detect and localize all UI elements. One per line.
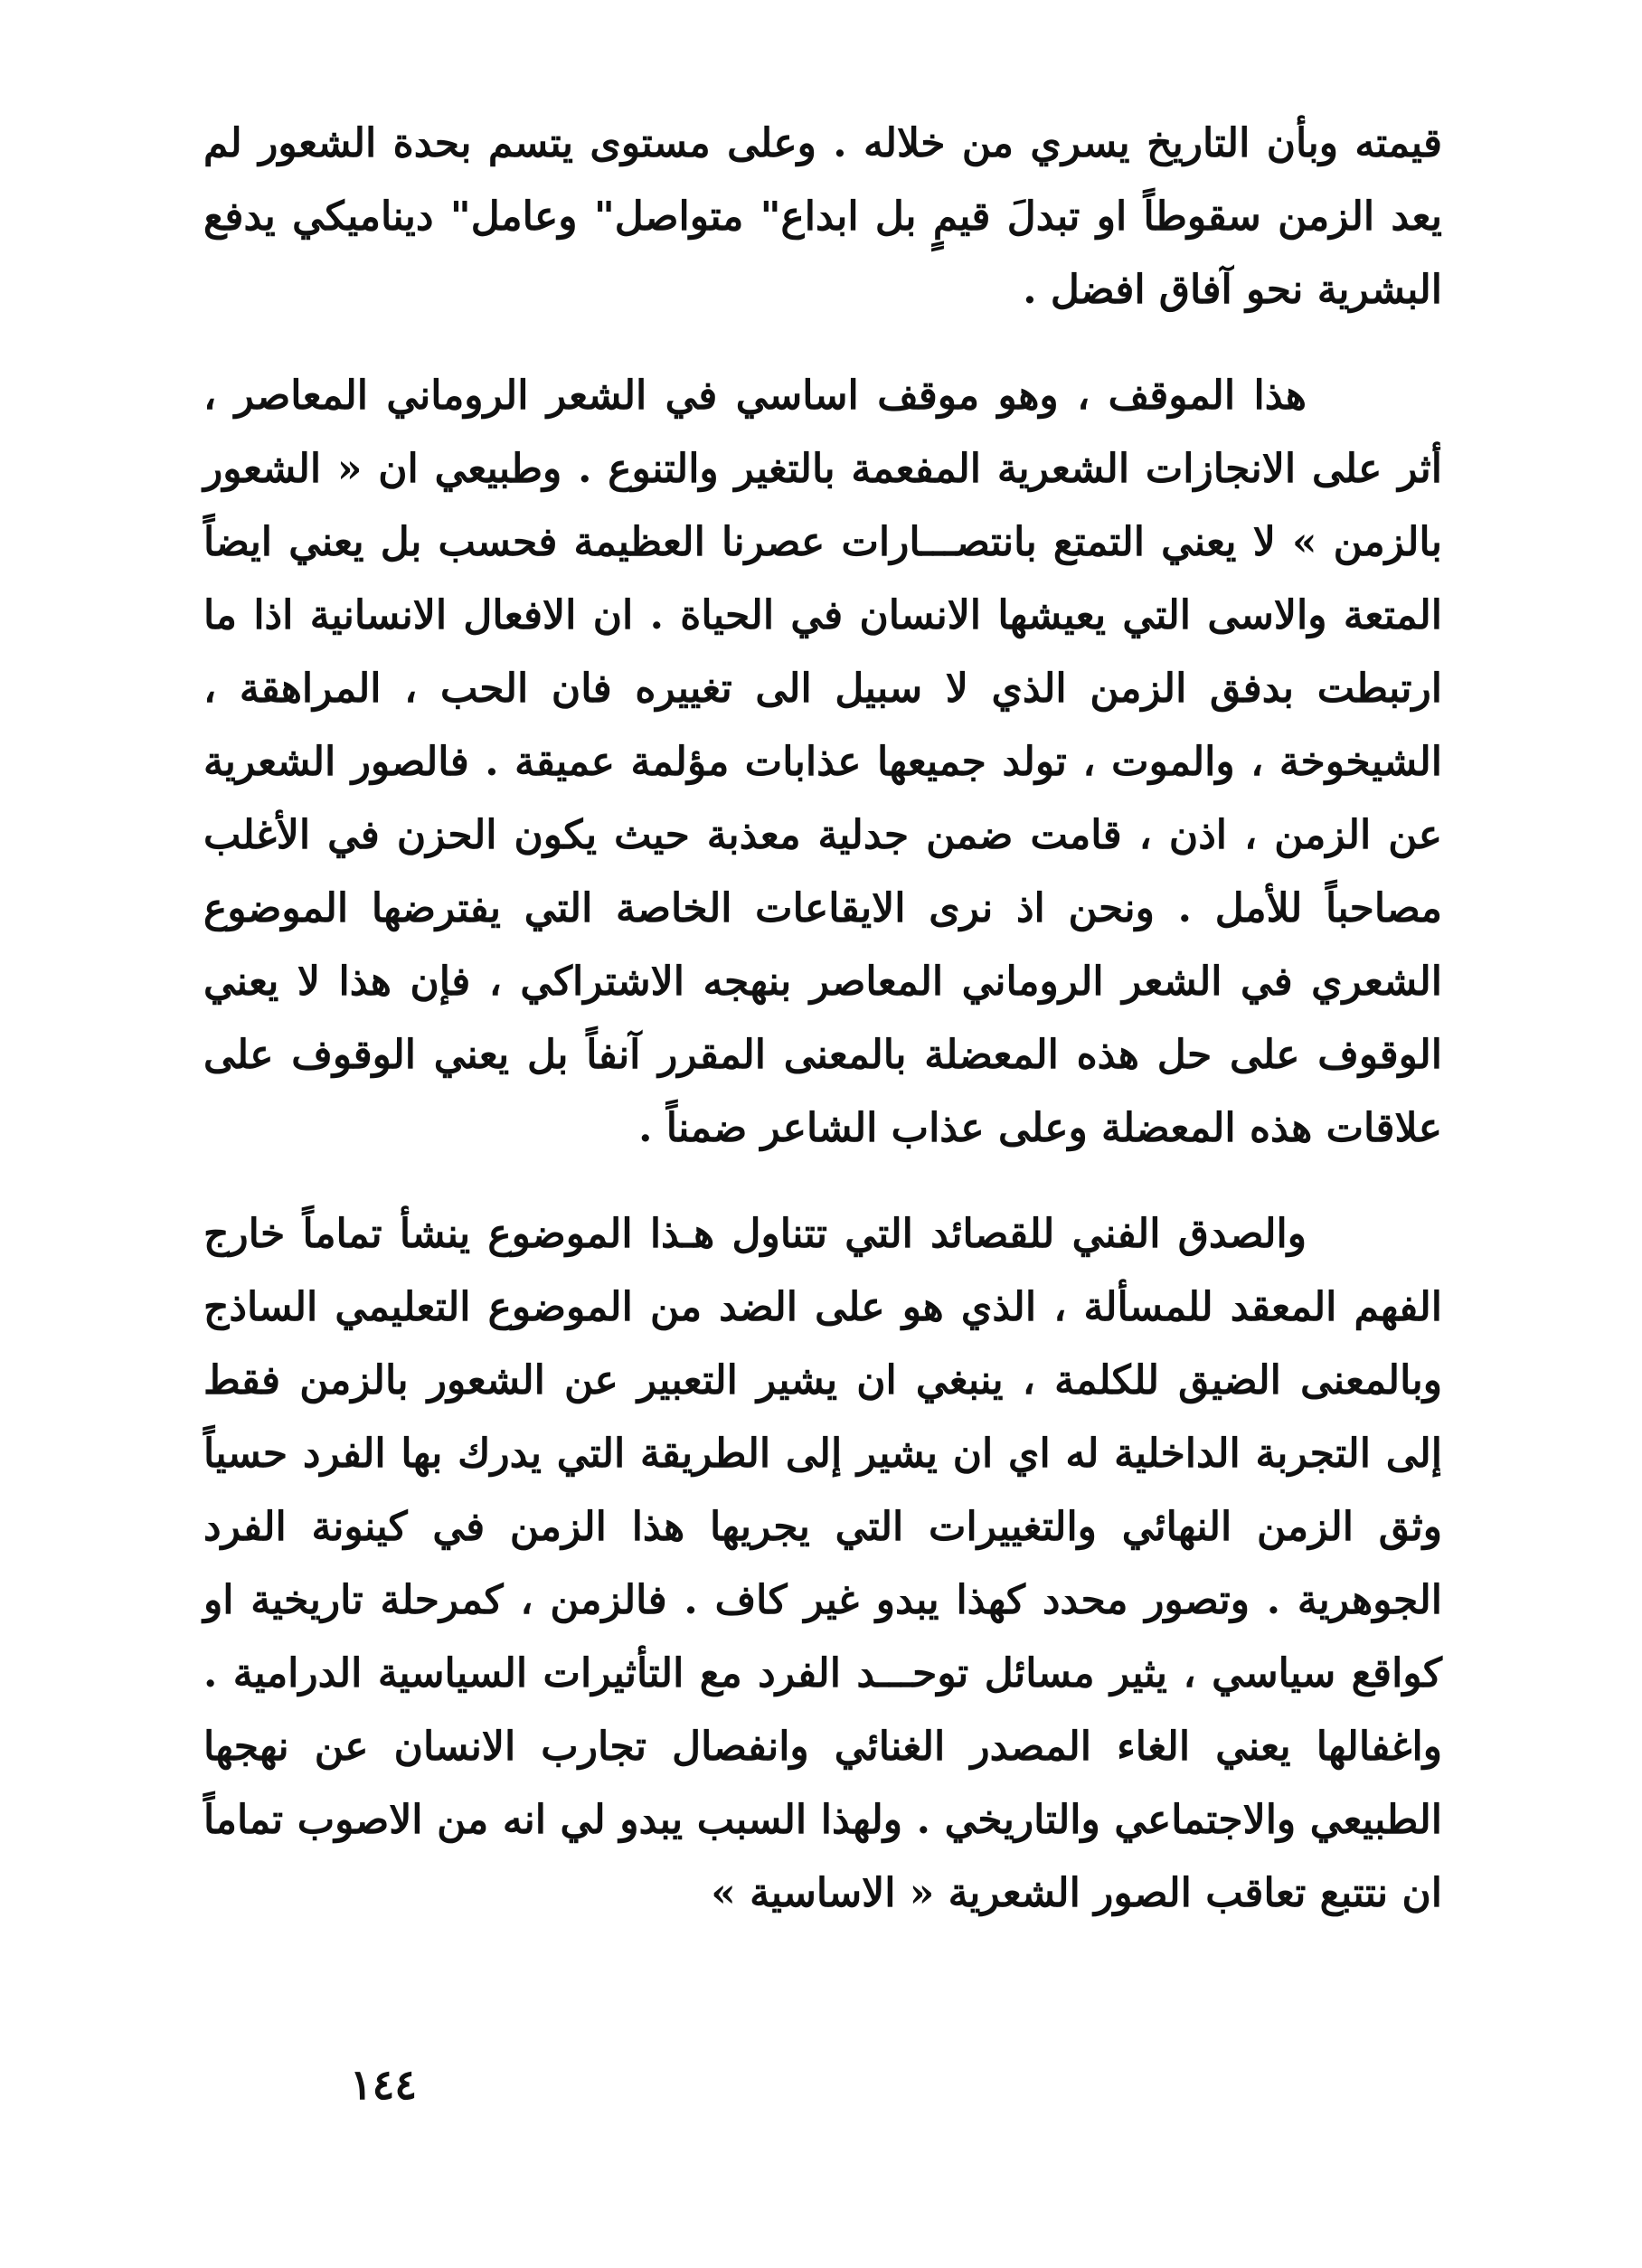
page-number: ١٤٤ (349, 2060, 418, 2109)
paragraph-2: هذا الموقف ، وهو موقف اساسي في الشعر الروماني المعاصر ، أثر على الانجازات الشعرية المفعمة بالتغير والتنوع . وطبيعي ان « الشعور بالزمن » لا يعني التمتع بانتصـــارات عصرنا العظيمة فحسب بل يعني ايضاً المتعة والاسى التي يعيشها الانسان في الحياة . ان الافعال الانسانية اذا ما ارتبطت بدفق الزمن الذي لا سبيل الى تغييره فان الحب ، المراهقة ، الشيخوخة ، والموت ، تولد جميعها عذابات مؤلمة عميقة . فالصور الشعرية عن الزمن ، اذن ، قامت ضمن جدلية معذبة حيث يكون الحزن في الأغلب مصاحباً للأمل . ونحن اذ نرى الايقاعات الخاصة التي يفترضها الموضوع الشعري في الشعر الروماني المعاصر بنهجه الاشتراكي ، فإن هذا لا يعني الوقوف على حل هذه المعضلة بالمعنى المقرر آنفاً بل يعني الوقوف على علاقات هذه المعضلة وعلى عذاب الشاعر ضمناً . (203, 373, 1442, 1151)
paragraph-3: والصدق الفني للقصائد التي تتناول هـذا الموضوع ينشأ تماماً خارج الفهم المعقد للمسألة ، الذي هو على الضد من الموضوع التعليمي الساذج وبالمعنى الضيق للكلمة ، ينبغي ان يشير التعبير عن الشعور بالزمن فقط إلى التجربة الداخلية له اي ان يشير إلى الطريقة التي يدرك بها الفرد حسياً وثق الزمن النهائي والتغييرات التي يجريها هذا الزمن في كينونة الفرد الجوهرية . وتصور محدد كهذا يبدو غير كاف . فالزمن ، كمرحلة تاريخية او كواقع سياسي ، يثير مسائل توحـــد الفرد مع التأثيرات السياسية الدرامية . واغفالها يعني الغاء المصدر الغنائي وانفصال تجارب الانسان عن نهجها الطبيعي والاجتماعي والتاريخي . ولهذا السبب يبدو لي انه من الاصوب تماماً ان نتتبع تعاقب الصور الشعرية « الاساسية » (203, 1211, 1442, 1916)
paragraph-1: قيمته وبأن التاريخ يسري من خلاله . وعلى مستوى يتسم بحدة الشعور لم يعد الزمن سقوطاً او تبدلَ قيمٍ بل ابداع" متواصل" وعامل" ديناميكي يدفع البشرية نحو آفاق افضل . (203, 120, 1442, 313)
body-text (203, 107, 1442, 1930)
